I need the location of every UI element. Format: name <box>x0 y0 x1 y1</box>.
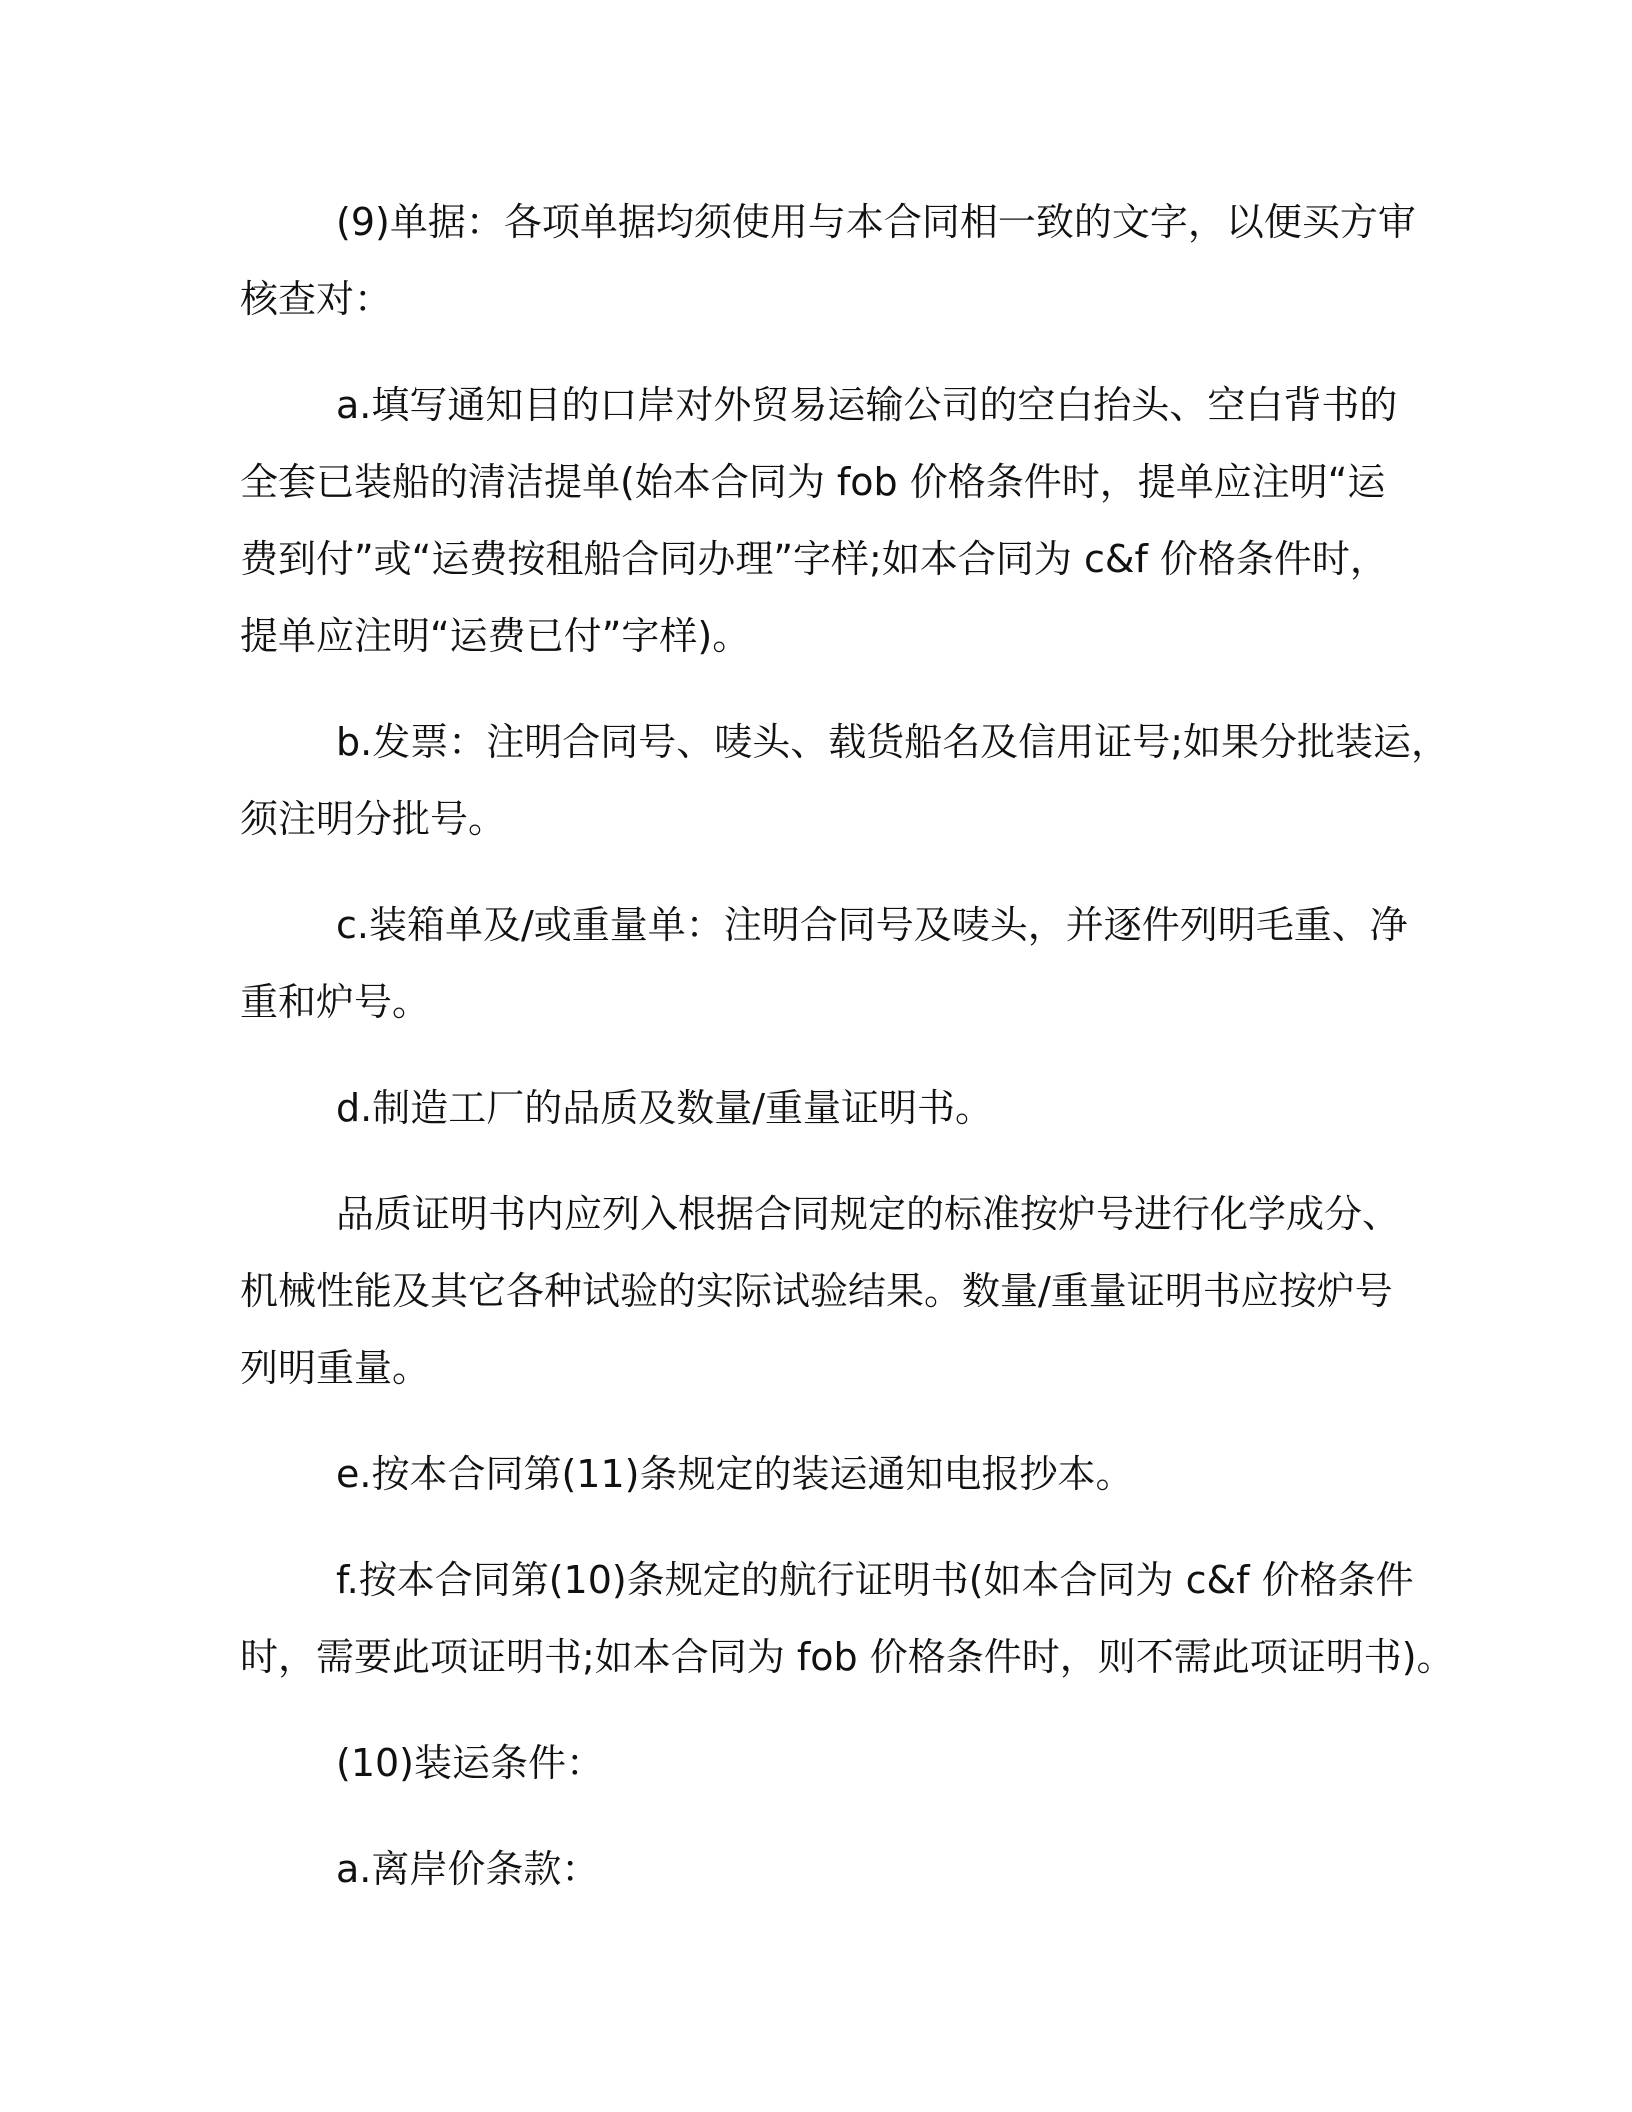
paragraph-item-d <box>240 1070 1412 1147</box>
text-line: 列明重量。 <box>240 1346 431 1390</box>
text-line: (9)单据：各项单据均须使用与本合同相一致的文字，以便买方审 <box>336 200 1416 244</box>
text-line: (10)装运条件： <box>336 1741 605 1785</box>
text-line: 须注明分批号。 <box>240 797 507 841</box>
paragraph-item-b <box>240 704 1450 858</box>
paragraph-item-e <box>240 1436 1412 1513</box>
text-line: a.离岸价条款： <box>336 1847 600 1891</box>
text-line: d.制造工厂的品质及数量/重量证明书。 <box>336 1086 994 1130</box>
paragraph-item-a <box>240 367 1412 675</box>
text-line: f.按本合同第(10)条规定的航行证明书(如本合同为 c&f 价格条件 <box>336 1558 1414 1602</box>
paragraph-item-f <box>240 1542 1455 1696</box>
text-line: 费到付”或“运费按租船合同办理”字样;如本合同为 c&f 价格条件时， <box>240 537 1388 581</box>
text-line: b.发票：注明合同号、唛头、载货船名及信用证号;如果分批装运， <box>336 720 1450 764</box>
paragraph-documents-clause <box>240 184 1416 338</box>
text-line: a.填写通知目的口岸对外贸易运输公司的空白抬头、空白背书的 <box>336 383 1398 427</box>
text-line: 核查对： <box>240 277 393 321</box>
text-line: c.装箱单及/或重量单：注明合同号及唛头，并逐件列明毛重、净 <box>336 903 1408 947</box>
paragraph-fob-terms <box>240 1831 1412 1908</box>
paragraph-quality-certificate <box>240 1176 1412 1407</box>
document-page <box>240 184 1455 1937</box>
text-line: e.按本合同第(11)条规定的装运通知电报抄本。 <box>336 1452 1134 1496</box>
text-line: 品质证明书内应列入根据合同规定的标准按炉号进行化学成分、 <box>336 1192 1401 1236</box>
text-line: 时，需要此项证明书;如本合同为 fob 价格条件时，则不需此项证明书)。 <box>240 1635 1455 1679</box>
text-line: 全套已装船的清洁提单(始本合同为 fob 价格条件时，提单应注明“运 <box>240 460 1386 504</box>
text-line: 重和炉号。 <box>240 980 431 1024</box>
text-line: 提单应注明“运费已付”字样)。 <box>240 614 751 658</box>
text-line: 机械性能及其它各种试验的实际试验结果。数量/重量证明书应按炉号 <box>240 1269 1393 1313</box>
paragraph-shipment-conditions <box>240 1725 1412 1802</box>
paragraph-item-c <box>240 887 1412 1041</box>
